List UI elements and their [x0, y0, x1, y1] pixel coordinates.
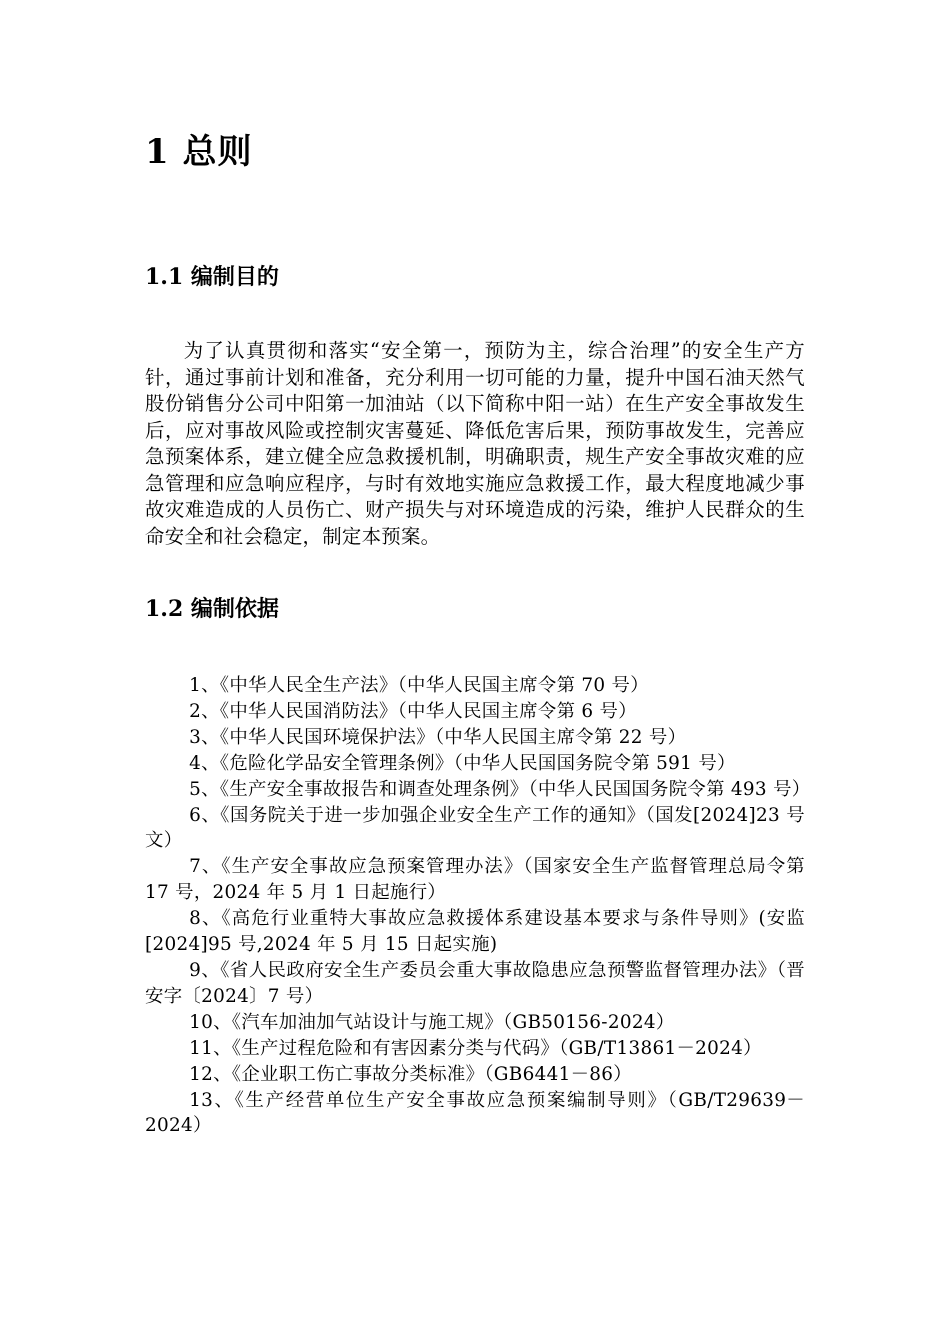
list-item: 10、《汽车加油加气站设计与施工规》（GB50156-2024）: [189, 1011, 675, 1033]
list-item: 9、《省人民政府安全生产委员会重大事故隐患应急预警监督管理办法》（晋安字〔2024〕7 号）: [145, 959, 805, 1007]
list-item: 4、《危险化学品安全管理条例》（中华人民国国务院令第 591 号）: [189, 752, 736, 774]
list-item: 12、《企业职工伤亡事故分类标准》（GB6441－86）: [189, 1063, 632, 1085]
list-item: 6、《国务院关于进一步加强企业安全生产工作的通知》（国发[2024]23 号文）: [145, 804, 805, 852]
section-heading-purpose: 1.1 编制目的: [145, 264, 279, 290]
section-heading-basis: 1.2 编制依据: [145, 596, 279, 622]
list-item: 7、《生产安全事故应急预案管理办法》（国家安全生产监督管理总局令第 17 号，2024 年 5 月 1 日起施行）: [145, 856, 805, 904]
list-item: 3、《中华人民国环境保护法》（中华人民国主席令第 22 号）: [189, 726, 687, 748]
list-item: 1、《中华人民全生产法》（中华人民国主席令第 70 号）: [189, 675, 649, 696]
purpose-paragraph: 为了认真贯彻和落实“安全第一，预防为主，综合治理”的安全生产方针，通过事前计划和准备，充分利用一切可能的力量，提升中国石油天然气股份销售分公司中阳第一加油站（以下简称中阳一站）在生产安全事故发生后，应对事故风险或控制灾害蔓延、降低危害后果，预防事故发生，完善应急预案体系，建立健全应急救援机制，明确职责，规生产安全事故灾难的应急管理和应急响应程序，与时有效地实施应急救援工作，最大程度地减少事故灾难造成的人员伤亡、财产损失与对环境造成的污染，维护人民群众的生命安全和社会稳定，制定本预案。: [145, 339, 805, 548]
list-item: 2、《中华人民国消防法》（中华人民国主席令第 6 号）: [189, 700, 637, 722]
list-item: 5、《生产安全事故报告和调查处理条例》（中华人民国国务院令第 493 号）: [189, 778, 811, 800]
chapter-title: 1 总则: [145, 132, 253, 172]
reference-list: [145, 673, 811, 1139]
list-item: 11、《生产过程危险和有害因素分类与代码》（GB/T13861－2024）: [189, 1037, 762, 1059]
list-item: 13、《生产经营单位生产安全事故应急预案编制导则》（GB/T29639－2024）: [145, 1089, 805, 1137]
list-item: 8、《高危行业重特大事故应急救援体系建设基本要求与条件导则》(安监[2024]95 号,2024 年 5 月 15 日起实施): [145, 908, 805, 956]
